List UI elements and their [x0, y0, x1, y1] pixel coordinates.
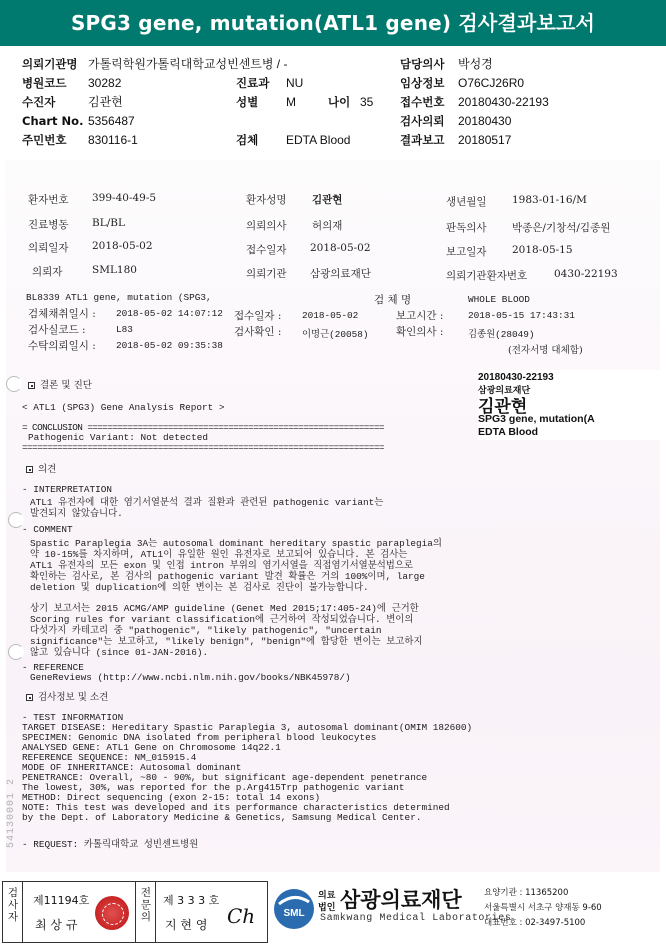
interpretation-header: - INTERPRETATION — [22, 484, 113, 495]
resident-no-value: 830116-1 — [88, 133, 138, 147]
section-marker — [28, 382, 35, 389]
report-date-label: 결과보고 — [400, 133, 445, 147]
scan-req-inst-patno: 0430-22193 — [554, 268, 618, 280]
scan-recv-date-label: 접수일자 — [246, 244, 287, 256]
scan-verify: 김종원(28049) — [468, 329, 535, 340]
scan-dob-label: 생년월일 — [446, 196, 487, 208]
test-info-line-1: - TEST INFORMATION — [22, 712, 124, 723]
report-gene-title: < ATL1 (SPG3) Gene Analysis Report > — [22, 402, 225, 413]
scan-confirm: 이명근(20058) — [302, 329, 369, 340]
scan-requester-label: 의뢰자 — [32, 266, 63, 278]
scan-reading-doctor-label: 판독의사 — [446, 222, 487, 234]
meta-mid — [236, 74, 373, 150]
scan-code-line: BL8339 ATL1 gene, mutation (SPG3, — [26, 292, 212, 303]
seal-stamp — [95, 896, 129, 930]
scan-lab-code: L83 — [116, 324, 133, 335]
specialist-signature: Ch — [227, 904, 256, 928]
comment-line-5: deletion 및 duplication에 의한 변이는 본 검사로 진단이 불가능합니다. — [30, 582, 369, 593]
tester-license-no: 제11194호 — [33, 894, 90, 907]
conclusion-header: = CONCLUSION =========================================================== — [22, 422, 384, 433]
scan-patient-no: 399-40-49-5 — [92, 192, 157, 204]
scan-req-inst: 삼광의료재단 — [310, 268, 371, 280]
comment2-line-3: 다섯가지 카테고리 중 "pathogenic", "likely pathogenic", "uncertain — [30, 625, 382, 636]
section-marker — [26, 466, 33, 473]
org-english-name: Samkwang Medical Laboratories — [320, 913, 512, 924]
age-value: 35 — [360, 95, 374, 109]
hospital-code-label: 병원코드 — [22, 76, 67, 90]
scan-patient-name-label: 환자성명 — [246, 194, 287, 206]
scan-esign: (전자서명 대체함) — [508, 345, 583, 356]
test-info-line-9: METHOD: Direct sequencing (exon 2-15: total 14 exons) — [22, 792, 321, 803]
sticker-test-name: SPG3 gene, mutation(A — [478, 413, 595, 425]
section-marker — [26, 694, 33, 701]
scan-verify-label: 확인의사 : — [396, 326, 444, 338]
dept-label: 진료과 — [236, 76, 270, 90]
request-date-label: 검사의뢰 — [400, 114, 445, 128]
scan-requester: SML180 — [92, 264, 137, 276]
patient-label: 수진자 — [22, 95, 56, 109]
doctor-value: 박성경 — [458, 57, 493, 71]
comment2-line-2: Scoring rules for variant classification에 근거하여 작성되었습니다. 변이의 — [30, 614, 414, 625]
sticker-accession: 20180430-22193 — [478, 372, 554, 383]
test-info-line-10: NOTE: This test was developed and its performance characteristics determined — [22, 802, 450, 813]
patient-value: 김관현 — [88, 95, 123, 109]
comment-line-3: ATL1 유전자의 모든 exon 및 인접 intron 부위의 염기서열을 직접염기서열분석법으로 — [30, 560, 413, 571]
specialist-vertical-label: 전문의 — [140, 887, 152, 923]
comment2-line-1: 상기 보고서는 2015 ACMG/AMP guideline (Genet Med 2015;17:405-24)에 근거한 — [30, 603, 419, 614]
footer — [0, 878, 666, 947]
punch-hole — [8, 644, 24, 660]
report-date-value: 20180517 — [458, 133, 512, 147]
org-name: 삼광의료재단 — [340, 888, 462, 912]
inst-value: 가톨릭학원가톨릭대학교성빈센트병 / - — [88, 57, 288, 71]
section-info-title: 검사정보 및 소견 — [38, 692, 109, 703]
report-title: SPG3 gene, mutation(ATL1 gene) 검사결과보고서 — [0, 0, 666, 46]
test-info-line-8: The lowest, 30%, was reported for the p.Arg415Trp pathogenic variant — [22, 782, 405, 793]
scan-consign-dt-label: 수탁의뢰일시 : — [28, 340, 96, 352]
reference-header: - REFERENCE — [22, 662, 84, 673]
scan-specimen-label: 검 체 명 — [374, 294, 412, 306]
section-opinion-title: 의견 — [38, 464, 57, 475]
scan-consign-dt: 2018-05-02 09:35:38 — [116, 340, 223, 351]
comment-line-1: Spastic Paraplegia 3A는 autosomal dominant hereditary spastic paraplegia의 — [30, 538, 442, 549]
test-info-line-6: MODE OF INHERITANCE: Autosomal dominant — [22, 762, 242, 773]
logo-text: SML — [283, 908, 305, 919]
scan-req-doctor-label: 의뢰의사 — [246, 220, 287, 232]
request-line: - REQUEST: 카톨릭대학교 성빈센트병원 — [22, 839, 199, 850]
chart-no-label: Chart No. — [22, 114, 84, 128]
scan-report-date: 2018-05-15 — [512, 244, 573, 256]
accession-label: 접수번호 — [400, 95, 445, 109]
scan-recv-date: 2018-05-02 — [310, 242, 371, 254]
scan-exec-dt: 2018-05-02 14:07:12 — [116, 308, 223, 319]
sticker-patient-name: 김관현 — [478, 397, 528, 417]
scan-recv-dt: 2018-05-02 — [302, 310, 359, 321]
scan-reading-doctor: 박종은/기창석/김종원 — [512, 222, 611, 234]
side-code: 54130001 2 — [6, 778, 17, 849]
scan-lab-code-label: 검사실코드 : — [28, 324, 86, 336]
tester-vertical-label: 검사자 — [7, 887, 19, 923]
hospital-code-value: 30282 — [88, 76, 122, 90]
scan-req-inst-patno-label: 의뢰기관환자번호 — [446, 270, 528, 282]
scan-report-time-label: 보고시간 : — [396, 310, 444, 322]
conclusion-text: Pathogenic Variant: Not detected — [28, 432, 209, 443]
specialist-license-no: 제 3 3 3 호 — [163, 894, 220, 907]
comment2-line-4: significance"는 보고하고, "likely benign", "benign"에 합당한 변이는 보고하지 — [30, 636, 423, 647]
scan-recv-dt-label: 접수일자 : — [234, 310, 282, 322]
sticker-specimen: EDTA Blood — [478, 426, 539, 438]
test-info-line-5: REFERENCE SEQUENCE: NM_015915.4 — [22, 752, 197, 763]
age-label: 나이 — [328, 95, 351, 109]
dept-value: NU — [286, 76, 304, 90]
test-info-line-3: SPECIMEN: Genomic DNA isolated from peripheral blood leukocytes — [22, 732, 377, 743]
doctor-label: 담당의사 — [400, 57, 445, 71]
sml-logo-icon — [273, 888, 315, 930]
tester-name: 최 상 규 — [35, 918, 78, 932]
scan-ward: BL/BL — [92, 217, 125, 229]
scanned-report — [6, 160, 660, 872]
scan-report-date-label: 보고일자 — [446, 246, 487, 258]
inst-label: 의뢰기관명 — [22, 57, 78, 71]
scan-req-date: 2018-05-02 — [92, 240, 153, 252]
sticker-org: 삼광의료재단 — [478, 385, 531, 395]
conclusion-end-rule: ======================================================================== — [22, 442, 384, 453]
comment-line-4: 확인하는 검사로, 본 검사의 pathogenic variant 발견 확률은 거의 100%이며, large — [30, 571, 425, 582]
interpretation-line-1: ATL1 유전자에 대한 염기서열분석 결과 질환과 관련된 pathogenic variant는 — [30, 497, 384, 508]
meta-right — [400, 55, 549, 150]
chart-no-value: 5356487 — [88, 114, 135, 128]
scan-req-date-label: 의뢰일자 — [28, 242, 69, 254]
accession-value: 20180430-22193 — [458, 95, 549, 109]
section-result-title: 결론 및 진단 — [40, 380, 92, 391]
scan-specimen: WHOLE BLOOD — [468, 294, 530, 305]
org-prefix-2: 법인 — [318, 903, 336, 913]
reference-text: GeneReviews (http://www.ncbi.nlm.nih.gov/books/NBK45978/) — [30, 672, 351, 683]
scan-req-doctor: 허의재 — [312, 220, 343, 232]
org-code: 요양기관 : 11365200 — [484, 888, 569, 898]
test-info-line-11: by the Dept. of Laboratory Medicine & Genetics, Samsung Medical Center. — [22, 812, 422, 823]
org-address: 서울특별시 서초구 양재동 9-60 — [484, 903, 602, 913]
scan-confirm-label: 검사확인 : — [234, 326, 282, 338]
test-info-line-2: TARGET DISEASE: Hereditary Spastic Paraplegia 3, autosomal dominant(OMIM 182600) — [22, 722, 473, 733]
sex-label: 성별 — [236, 95, 259, 109]
clinical-info-value: O76CJ26R0 — [458, 76, 525, 90]
interpretation-line-2: 발견되지 않았습니다. — [30, 508, 123, 519]
org-prefix-1: 의료 — [318, 891, 336, 901]
specimen-label: 검체 — [236, 133, 259, 147]
resident-no-label: 주민번호 — [22, 133, 67, 147]
scan-ward-label: 진료병동 — [28, 219, 69, 231]
sex-value: M — [286, 95, 296, 109]
test-info-line-4: ANALYSED GENE: ATL1 Gene on Chromosome 14q22.1 — [22, 742, 281, 753]
org-tel: 대표번호 : 02-3497-5100 — [484, 918, 586, 928]
scan-exec-dt-label: 검체채취일시 : — [28, 308, 96, 320]
signature-box — [2, 881, 268, 943]
comment-line-2: 약 10-15%를 차지하며, ATL1이 유일한 원인 유전자로 보고되어 있습니다. 본 검사는 — [30, 549, 408, 560]
scan-patient-name: 김관현 — [312, 194, 343, 206]
punch-hole — [6, 376, 22, 392]
specialist-name: 지 현 영 — [165, 918, 208, 932]
request-date-value: 20180430 — [458, 114, 512, 128]
specimen-label-sticker — [478, 370, 666, 440]
clinical-info-label: 임상정보 — [400, 76, 445, 90]
comment2-line-5: 않고 있습니다 (since 01-JAN-2016). — [30, 647, 209, 658]
comment-header: - COMMENT — [22, 524, 73, 535]
test-info-line-7: PENETRANCE: Overall, ~80 - 90%, but significant age-dependent penetrance — [22, 772, 428, 783]
scan-dob: 1983-01-16/M — [512, 194, 587, 206]
scan-req-inst-label: 의뢰기관 — [246, 268, 287, 280]
scan-patient-no-label: 환자번호 — [28, 194, 69, 206]
specimen-value: EDTA Blood — [286, 133, 351, 147]
scan-report-time: 2018-05-15 17:43:31 — [468, 310, 575, 321]
